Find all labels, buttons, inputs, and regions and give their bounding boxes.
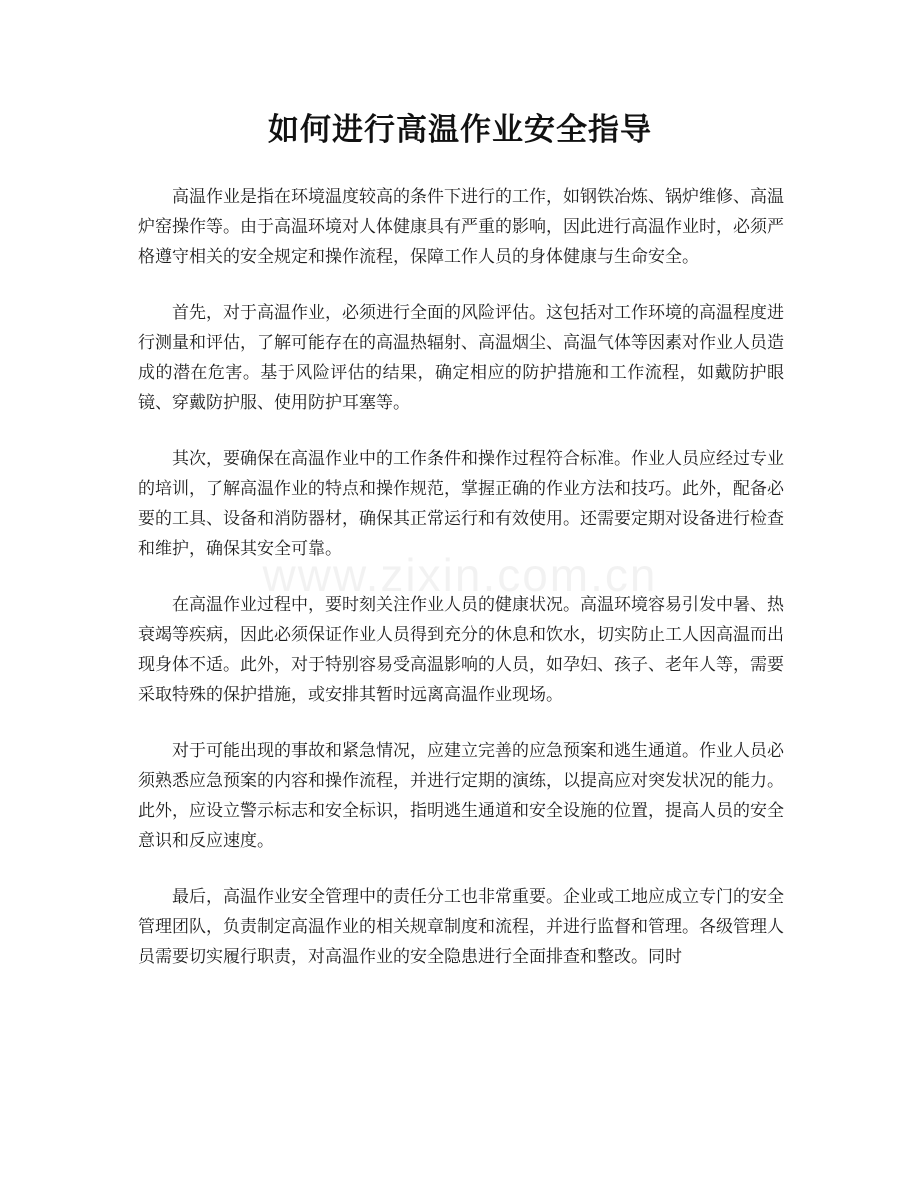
paragraph-health-monitoring: 在高温作业过程中，要时刻关注作业人员的健康状况。高温环境容易引发中暑、热衰竭等疾病，因此必须保证作业人员得到充分的休息和饮水，切实防止工人因高温而出现身体不适。此外，对于特别容易受高温影响的人员，如孕妇、孩子、老年人等，需要采取特殊的保护措施，或安排其暂时远离高温作业现场。 bbox=[138, 595, 784, 705]
paragraph-risk-assessment: 首先，对于高温作业，必须进行全面的风险评估。这包括对工作环境的高温程度进行测量和评估，了解可能存在的高温热辐射、高温烟尘、高温气体等因素对作业人员造成的潜在危害。基于风险评估的结果，确定相应的防护措施和工作流程，如戴防护眼镜、穿戴防护服、使用防护耳塞等。 bbox=[138, 303, 784, 413]
paragraph-responsibility: 最后，高温作业安全管理中的责任分工也非常重要。企业或工地应成立专门的安全管理团队，负责制定高温作业的相关规章制度和流程，并进行监督和管理。各级管理人员需要切实履行职责，对高温作业的安全隐患进行全面排查和整改。同时 bbox=[138, 887, 784, 967]
paragraph-intro: 高温作业是指在环境温度较高的条件下进行的工作，如钢铁冶炼、锅炉维修、高温炉窑操作等。由于高温环境对人体健康具有严重的影响，因此进行高温作业时，必须严格遵守相关的安全规定和操作流程，保障工作人员的身体健康与生命安全。 bbox=[138, 187, 784, 267]
paragraph-emergency-plan: 对于可能出现的事故和紧急情况，应建立完善的应急预案和逃生通道。作业人员必须熟悉应急预案的内容和操作流程，并进行定期的演练，以提高应对突发状况的能力。此外，应设立警示标志和安全标识，指明逃生通道和安全设施的位置，提高人员的安全意识和反应速度。 bbox=[138, 741, 784, 851]
document-body bbox=[138, 182, 784, 998]
paragraph-work-conditions: 其次，要确保在高温作业中的工作条件和操作过程符合标准。作业人员应经过专业的培训，了解高温作业的特点和操作规范，掌握正确的作业方法和技巧。此外，配备必要的工具、设备和消防器材，确保其正常运行和有效使用。还需要定期对设备进行检查和维护，确保其安全可靠。 bbox=[138, 449, 784, 559]
watermark: www.zixin.com.cn bbox=[262, 549, 658, 601]
document-title: 如何进行高温作业安全指导 bbox=[268, 112, 652, 148]
